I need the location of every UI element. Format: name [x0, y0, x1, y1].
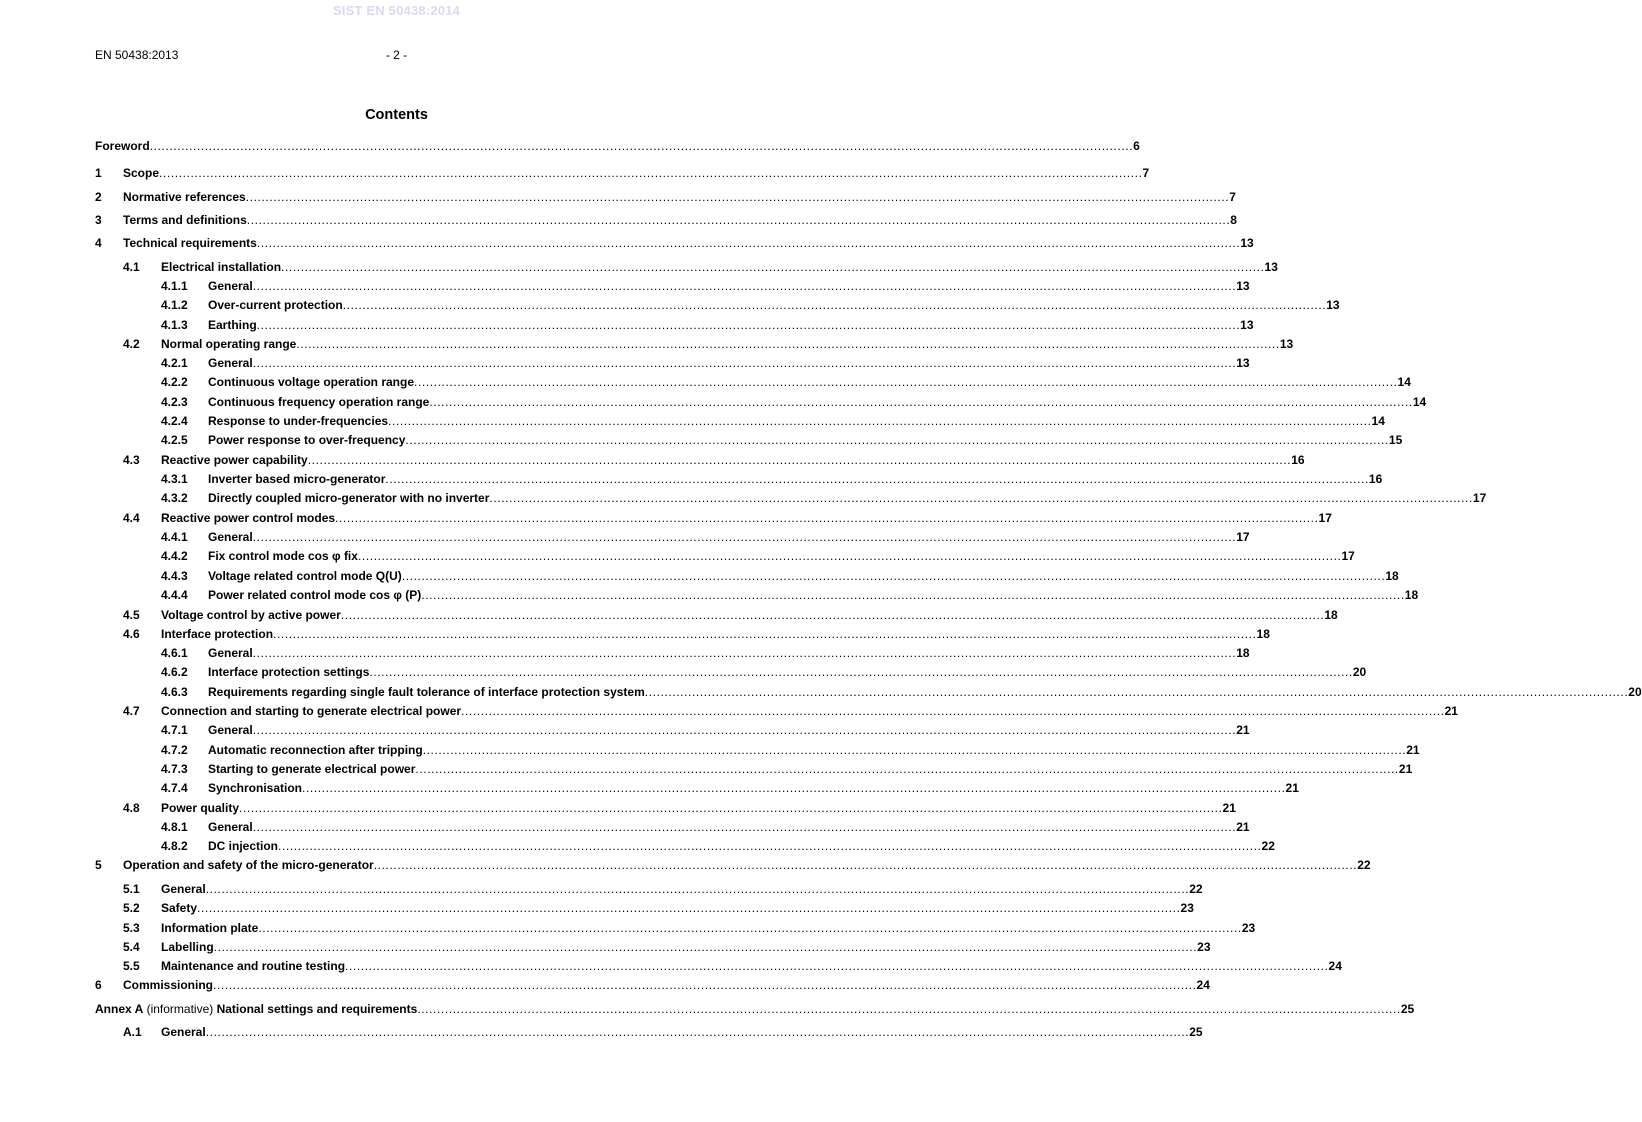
- toc-page: 21: [1236, 723, 1250, 737]
- toc-page: 20: [1628, 685, 1642, 699]
- dot-leader: ..........................................................................................................................................................................................................................................................: [405, 433, 1389, 447]
- dot-leader: ..........................................................................................................................................................................................................................................................: [414, 375, 1398, 389]
- toc-entry-4-6-3[interactable]: [0, 684, 1642, 700]
- toc-number: 3: [95, 213, 102, 227]
- toc-number: 4.4.4: [161, 588, 188, 602]
- dot-leader: ..........................................................................................................................................................................................................................................................: [461, 704, 1445, 718]
- dot-leader: ..........................................................................................................................................................................................................................................................: [357, 549, 1342, 563]
- toc-entry-4-1-3[interactable]: [0, 317, 1254, 333]
- toc-entry-4-6[interactable]: [0, 626, 1270, 642]
- toc-page: 25: [1189, 1025, 1203, 1039]
- toc-title: Fix control mode cos φ fix: [208, 549, 358, 563]
- toc-number: 4.8: [123, 801, 140, 815]
- toc-entry-4-2[interactable]: [0, 336, 1294, 352]
- toc-number: 2: [95, 190, 102, 204]
- toc-page: 13: [1326, 298, 1340, 312]
- toc-title: General: [161, 882, 206, 896]
- toc-title: Maintenance and routine testing: [161, 959, 346, 973]
- toc-number: 5: [95, 858, 102, 872]
- toc-title: Response to under-frequencies: [208, 414, 389, 428]
- toc-title: Interface protection settings: [208, 665, 370, 679]
- dot-leader: ..........................................................................................................................................................................................................................................................: [252, 356, 1237, 370]
- toc-entry-4-1[interactable]: [0, 259, 1278, 275]
- dot-leader: ..........................................................................................................................................................................................................................................................: [422, 743, 1407, 757]
- toc-number: 4.4: [123, 511, 140, 525]
- toc-entry-4-4[interactable]: [0, 510, 1332, 526]
- toc-entry-4-5[interactable]: [0, 607, 1338, 623]
- toc-title: Earthing: [208, 318, 257, 332]
- toc-page: 23: [1180, 901, 1194, 915]
- toc-title: Safety: [161, 901, 198, 915]
- toc-title: Labelling: [161, 940, 214, 954]
- toc-title: Normative references: [123, 190, 246, 204]
- toc-entry-5-3[interactable]: [0, 920, 1256, 936]
- toc-title: Over-current protection: [208, 298, 343, 312]
- toc-title: General: [208, 530, 253, 544]
- toc-number: 4.3: [123, 453, 140, 467]
- toc-entry-4-1-1[interactable]: [0, 278, 1250, 294]
- toc-title: Power quality: [161, 801, 240, 815]
- toc-page: 17: [1341, 549, 1355, 563]
- toc-entry-5-2[interactable]: [0, 900, 1194, 916]
- toc-entry-1[interactable]: [0, 165, 1150, 181]
- dot-leader: ..........................................................................................................................................................................................................................................................: [385, 472, 1369, 486]
- toc-title: Normal operating range: [161, 337, 297, 351]
- dot-leader: ..........................................................................................................................................................................................................................................................: [489, 491, 1473, 505]
- dot-leader: ..........................................................................................................................................................................................................................................................: [296, 337, 1280, 351]
- toc-page: 23: [1197, 940, 1211, 954]
- dot-leader: ..........................................................................................................................................................................................................................................................: [159, 166, 1143, 180]
- toc-number: 4.1.3: [161, 318, 188, 332]
- toc-page: 18: [1404, 588, 1419, 602]
- toc-page: 6: [1133, 139, 1140, 153]
- toc-entry-4-7-1[interactable]: [0, 722, 1250, 738]
- toc-page: 13: [1240, 318, 1254, 332]
- toc-title: General: [208, 279, 253, 293]
- toc-title: Voltage related control mode Q(U): [208, 569, 402, 583]
- dot-leader: ..........................................................................................................................................................................................................................................................: [256, 318, 1241, 332]
- toc-entry-4-2-2[interactable]: [0, 374, 1411, 390]
- toc-number: 4.4.2: [161, 549, 188, 563]
- toc-page: 13: [1279, 337, 1294, 351]
- toc-page: 14: [1371, 414, 1385, 428]
- toc-number: 1: [95, 166, 102, 180]
- toc-entry-4-2-4[interactable]: [0, 413, 1385, 429]
- toc-page: 21: [1222, 801, 1236, 815]
- toc-page: 22: [1261, 839, 1275, 853]
- toc-number: 4.8.1: [161, 820, 188, 834]
- toc-title: Voltage control by active power: [161, 608, 341, 622]
- watermark: SIST EN 50438:2014: [332, 3, 461, 18]
- toc-title: Requirements regarding single fault tolerance of interface protection system: [208, 685, 645, 699]
- dot-leader: ..........................................................................................................................................................................................................................................................: [256, 236, 1241, 250]
- toc-page: 24: [1328, 959, 1342, 973]
- toc-entry-6[interactable]: [0, 977, 1210, 993]
- toc-page: 21: [1236, 820, 1250, 834]
- toc-entry-5-4[interactable]: [0, 939, 1211, 955]
- toc-title: Information plate: [161, 921, 259, 935]
- toc-entry-4-1-2[interactable]: [0, 297, 1340, 313]
- toc-number: 4.1.1: [161, 279, 188, 293]
- toc-title: Continuous frequency operation range: [208, 395, 430, 409]
- toc-page: 13: [1236, 279, 1250, 293]
- toc-entry-4-8-2[interactable]: [0, 838, 1275, 854]
- toc-page: 13: [1264, 260, 1278, 274]
- toc-number: 6: [95, 978, 102, 992]
- toc-entry-annex-a[interactable]: [0, 1001, 1415, 1017]
- toc-entry-4-2-1[interactable]: [0, 355, 1250, 371]
- dot-leader: ..........................................................................................................................................................................................................................................................: [342, 298, 1327, 312]
- dot-leader: ..........................................................................................................................................................................................................................................................: [369, 665, 1353, 679]
- toc-title: Electrical installation: [161, 260, 282, 274]
- toc-page: 13: [1236, 356, 1250, 370]
- toc-number: A.1: [123, 1025, 142, 1039]
- toc-number: 4.3.1: [161, 472, 188, 486]
- toc-title: [95, 1001, 417, 1017]
- toc-number: 4.1.2: [161, 298, 188, 312]
- toc-title: Terms and definitions: [123, 213, 247, 227]
- toc-page: 18: [1385, 569, 1399, 583]
- toc-number: 4: [95, 236, 102, 250]
- toc-entry-a-1[interactable]: [0, 1024, 1203, 1040]
- toc-entry-4-2-3[interactable]: [0, 394, 1427, 410]
- toc-title: Reactive power capability: [161, 453, 308, 467]
- dot-leader: ..........................................................................................................................................................................................................................................................: [302, 781, 1286, 795]
- dot-leader: ..........................................................................................................................................................................................................................................................: [205, 1025, 1190, 1039]
- annex-informative: (informative): [143, 1002, 217, 1016]
- dot-leader: ..........................................................................................................................................................................................................................................................: [252, 820, 1237, 834]
- toc-page: 7: [1229, 190, 1236, 204]
- toc-title: Continuous voltage operation range: [208, 375, 415, 389]
- toc-entry-4-8[interactable]: [0, 800, 1236, 816]
- dot-leader: ..........................................................................................................................................................................................................................................................: [417, 1002, 1401, 1016]
- toc-page: 17: [1236, 530, 1250, 544]
- toc-entry-5-5[interactable]: [0, 958, 1342, 974]
- toc-page: 17: [1472, 491, 1487, 505]
- toc-page: 20: [1352, 665, 1367, 679]
- toc-number: 5.2: [123, 901, 140, 915]
- annex-label: Annex A: [95, 1002, 144, 1016]
- toc-page: 16: [1291, 453, 1305, 467]
- toc-entry-4-7-2[interactable]: [0, 742, 1420, 758]
- dot-leader: ..........................................................................................................................................................................................................................................................: [239, 801, 1223, 815]
- dot-leader: ..........................................................................................................................................................................................................................................................: [258, 921, 1242, 935]
- dot-leader: ..........................................................................................................................................................................................................................................................: [415, 762, 1399, 776]
- dot-leader: ..........................................................................................................................................................................................................................................................: [149, 139, 1134, 153]
- toc-page: 18: [1236, 646, 1250, 660]
- toc-page: 21: [1398, 762, 1413, 776]
- toc-title: DC injection: [208, 839, 279, 853]
- dot-leader: ..........................................................................................................................................................................................................................................................: [246, 213, 1231, 227]
- toc-entry-4-8-1[interactable]: [0, 819, 1250, 835]
- annex-title: National settings and requirements: [216, 1002, 418, 1016]
- toc-page: 21: [1444, 704, 1458, 718]
- toc-entry-2[interactable]: [0, 189, 1236, 205]
- toc-number: 5.4: [123, 940, 140, 954]
- toc-entry-5[interactable]: [0, 857, 1371, 873]
- toc-title: Directly coupled micro-generator with no inverter: [208, 491, 490, 505]
- dot-leader: ..........................................................................................................................................................................................................................................................: [252, 723, 1237, 737]
- toc-entry-4-4-1[interactable]: [0, 529, 1250, 545]
- toc-page: 8: [1230, 213, 1237, 227]
- toc-entry-5-1[interactable]: [0, 881, 1203, 897]
- document-id: EN 50438:2013: [95, 48, 179, 62]
- toc-title: Foreword: [95, 139, 150, 153]
- toc-title: Connection and starting to generate electrical power: [161, 704, 462, 718]
- toc-title: Interface protection: [161, 627, 274, 641]
- toc-number: 4.6.1: [161, 646, 188, 660]
- toc-entry-4-3-2[interactable]: [0, 490, 1487, 506]
- toc-page: 14: [1412, 395, 1427, 409]
- dot-leader: ..........................................................................................................................................................................................................................................................: [429, 395, 1413, 409]
- toc-entry-4-2-5[interactable]: [0, 432, 1403, 448]
- toc-title: Power response to over-frequency: [208, 433, 406, 447]
- toc-entry-4-7[interactable]: [0, 703, 1458, 719]
- toc-title: Automatic reconnection after tripping: [208, 743, 423, 757]
- toc-entry-4-7-4[interactable]: [0, 780, 1299, 796]
- toc-title: Starting to generate electrical power: [208, 762, 416, 776]
- dot-leader: ..........................................................................................................................................................................................................................................................: [644, 685, 1629, 699]
- dot-leader: ..........................................................................................................................................................................................................................................................: [278, 839, 1262, 853]
- toc-entry-4-3[interactable]: [0, 452, 1305, 468]
- toc-number: 4.7.2: [161, 743, 188, 757]
- toc-title: Reactive power control modes: [161, 511, 336, 525]
- toc-page: 7: [1142, 166, 1150, 180]
- toc-page: 21: [1285, 781, 1299, 795]
- page-number: - 2 -: [385, 48, 408, 62]
- dot-leader: ..........................................................................................................................................................................................................................................................: [252, 530, 1237, 544]
- dot-leader: ..........................................................................................................................................................................................................................................................: [213, 978, 1197, 992]
- dot-leader: ..........................................................................................................................................................................................................................................................: [388, 414, 1372, 428]
- toc-entry-4-6-1[interactable]: [0, 645, 1250, 661]
- toc-entry-4-4-4[interactable]: [0, 587, 1419, 603]
- toc-page: 18: [1324, 608, 1338, 622]
- toc-entry-4-3-1[interactable]: [0, 471, 1383, 487]
- toc-entry-4-7-3[interactable]: [0, 761, 1413, 777]
- toc-page: 13: [1240, 236, 1254, 250]
- dot-leader: ..........................................................................................................................................................................................................................................................: [401, 569, 1386, 583]
- dot-leader: ..........................................................................................................................................................................................................................................................: [252, 279, 1237, 293]
- toc-page: 24: [1196, 978, 1210, 992]
- dot-leader: ..........................................................................................................................................................................................................................................................: [252, 646, 1237, 660]
- toc-number: 4.3.2: [161, 491, 188, 505]
- toc-title: General: [208, 356, 253, 370]
- dot-leader: ..........................................................................................................................................................................................................................................................: [421, 588, 1405, 602]
- toc-number: 4.1: [123, 260, 140, 274]
- toc-number: 4.4.3: [161, 569, 188, 583]
- toc-entry-3[interactable]: [0, 212, 1237, 228]
- toc-page: 22: [1357, 858, 1371, 872]
- toc-number: 4.2.2: [161, 375, 188, 389]
- toc-title: Operation and safety of the micro-generator: [123, 858, 374, 872]
- toc-page: 16: [1368, 472, 1383, 486]
- toc-number: 4.6: [123, 627, 140, 641]
- toc-entry-4-4-2[interactable]: [0, 548, 1355, 564]
- toc-number: 4.7.3: [161, 762, 188, 776]
- toc-number: 5.3: [123, 921, 140, 935]
- toc-entry-4-6-2[interactable]: [0, 664, 1367, 680]
- toc-entry-4[interactable]: [0, 235, 1254, 251]
- toc-entry-4-4-3[interactable]: [0, 568, 1399, 584]
- dot-leader: ..........................................................................................................................................................................................................................................................: [373, 858, 1358, 872]
- toc-number: 4.2: [123, 337, 140, 351]
- toc-number: 4.2.5: [161, 433, 188, 447]
- toc-page: 15: [1388, 433, 1403, 447]
- dot-leader: ..........................................................................................................................................................................................................................................................: [335, 511, 1319, 525]
- toc-number: 4.6.2: [161, 665, 188, 679]
- toc-title: Power related control mode cos φ (P): [208, 588, 422, 602]
- dot-leader: ..........................................................................................................................................................................................................................................................: [273, 627, 1257, 641]
- toc-number: 4.2.4: [161, 414, 188, 428]
- toc-number: 4.7: [123, 704, 140, 718]
- toc-title: General: [208, 723, 253, 737]
- toc-page: 17: [1318, 511, 1332, 525]
- toc-title: Inverter based micro-generator: [208, 472, 386, 486]
- toc-entry-foreword[interactable]: [0, 138, 1140, 154]
- toc-number: 4.8.2: [161, 839, 188, 853]
- toc-page: 25: [1400, 1002, 1415, 1016]
- toc-page: 21: [1406, 743, 1420, 757]
- toc-number: 5.5: [123, 959, 140, 973]
- toc-title: Technical requirements: [123, 236, 257, 250]
- toc-title: General: [208, 820, 253, 834]
- dot-leader: ..........................................................................................................................................................................................................................................................: [245, 190, 1230, 204]
- toc-page: 22: [1189, 882, 1203, 896]
- toc-page: 18: [1256, 627, 1270, 641]
- toc-title: General: [161, 1025, 206, 1039]
- dot-leader: ..........................................................................................................................................................................................................................................................: [281, 260, 1265, 274]
- toc-number: 4.7.4: [161, 781, 188, 795]
- toc-title: General: [208, 646, 253, 660]
- dot-leader: ..........................................................................................................................................................................................................................................................: [340, 608, 1325, 622]
- toc-number: 4.5: [123, 608, 140, 622]
- toc-number: 4.7.1: [161, 723, 188, 737]
- toc-number: 4.4.1: [161, 530, 188, 544]
- toc-number: 4.2.1: [161, 356, 188, 370]
- toc-number: 4.2.3: [161, 395, 188, 409]
- dot-leader: ..........................................................................................................................................................................................................................................................: [197, 901, 1181, 915]
- dot-leader: ..........................................................................................................................................................................................................................................................: [345, 959, 1329, 973]
- dot-leader: ..........................................................................................................................................................................................................................................................: [307, 453, 1292, 467]
- dot-leader: ..........................................................................................................................................................................................................................................................: [205, 882, 1190, 896]
- toc-page: 23: [1241, 921, 1256, 935]
- toc-number: 4.6.3: [161, 685, 188, 699]
- toc-title: Synchronisation: [208, 781, 303, 795]
- toc-number: 5.1: [123, 882, 140, 896]
- dot-leader: ..........................................................................................................................................................................................................................................................: [213, 940, 1198, 954]
- toc-page: 14: [1397, 375, 1411, 389]
- contents-title: Contents: [365, 107, 428, 123]
- toc-title: Commissioning: [123, 978, 214, 992]
- toc-title: Scope: [123, 166, 160, 180]
